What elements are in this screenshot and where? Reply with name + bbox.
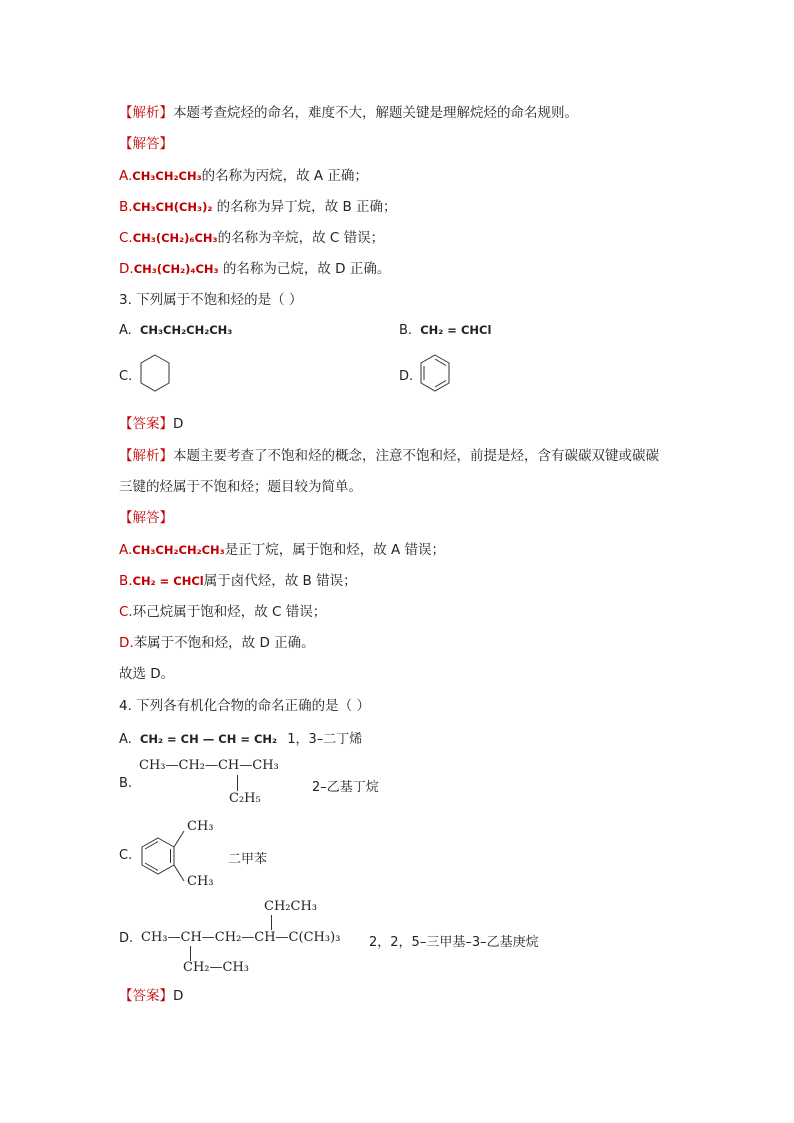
option-formula: CH₃CH₂CH₂CH₃ [139, 323, 233, 337]
q2-solution-b [119, 198, 397, 216]
analysis-tag: 【解析】 [119, 448, 173, 464]
q4-stem: 4. 下列各有机化合物的命名正确的是（ ） [119, 698, 370, 714]
solution-prefix: D. [119, 261, 134, 277]
q3-analysis-line1 [119, 447, 659, 465]
answer-tag: 【答案】 [119, 416, 173, 432]
q4-d-main-chain: CH₃—CH—CH₂—CH—C(CH₃)₃ [141, 930, 341, 945]
benzene-icon [418, 353, 452, 393]
solution-prefix: B. [119, 573, 133, 589]
solution-text: 苯属于不饱和烃，故 D 正确。 [133, 635, 315, 651]
q2-analysis [119, 104, 578, 122]
solution-prefix: B. [119, 199, 133, 215]
answer-value: D [173, 988, 184, 1004]
solution-text: 的名称为异丁烷，故 B 正确； [212, 199, 397, 215]
q2-answer-tag: 【解答】 [119, 136, 173, 152]
q3-conclusion: 故选 D。 [119, 666, 175, 682]
q4-option-a [119, 728, 362, 747]
cyclohexane-icon [138, 353, 172, 393]
q4-option-d-label: D. [119, 931, 134, 946]
q3-answer-tag: 【解答】 [119, 510, 173, 526]
solution-prefix: C. [119, 604, 133, 620]
q2-solution-c [119, 229, 384, 247]
q4-d-top-branch: CH₂CH₃ [264, 899, 317, 914]
option-formula: CH₂ = CHCl [420, 323, 492, 337]
q4-b-main-chain: CH₃—CH₂—CH—CH₃ [139, 758, 279, 773]
solution-text: 是正丁烷，属于饱和烃，故 A 错误； [224, 542, 446, 558]
q4-b-branch: C₂H₅ [229, 791, 261, 806]
solution-formula: CH₃(CH₂)₆CH₃ [132, 231, 218, 245]
q3-analysis-line2: 三键的烃属于不饱和烃；题目较为简单。 [119, 479, 362, 495]
q4-c-top-methyl: CH₃ [187, 819, 214, 834]
q3-option-b [399, 323, 491, 338]
solution-text: 的名称为辛烷，故 C 错误； [217, 230, 385, 246]
solution-text: 的名称为己烷，故 D 正确。 [218, 261, 391, 277]
q4-option-b-label: B. [119, 776, 133, 791]
analysis-tag: 【解析】 [119, 105, 173, 121]
q4-c-name: 二甲苯 [228, 852, 268, 867]
bond-line [271, 915, 272, 930]
solution-prefix: A. [119, 168, 133, 184]
solution-text: 环己烷属于饱和烃，故 C 错误； [132, 604, 327, 620]
bond-line [237, 775, 238, 791]
bond-line [190, 946, 191, 961]
solution-formula: CH₂ = CHCl [132, 574, 204, 588]
q3-solution-b [119, 572, 357, 590]
solution-formula: CH₃CH(CH₃)₂ [132, 200, 213, 214]
q4-c-bottom-methyl: CH₃ [187, 874, 214, 889]
option-label: A. [119, 323, 132, 338]
analysis-text: 本题主要考查了不饱和烃的概念，注意不饱和烃，前提是烃，含有碳碳双键或碳碳 [173, 448, 659, 464]
q4-answer [119, 987, 183, 1005]
q3-answer [119, 415, 183, 433]
q4-d-name: 2，2，5–三甲基–3–乙基庚烷 [369, 935, 539, 950]
q2-solution-d [119, 260, 390, 278]
option-label: B. [399, 323, 413, 338]
option-label: A. [119, 732, 132, 747]
analysis-text: 本题考查烷烃的命名，难度不大，解题关键是理解烷烃的命名规则。 [173, 105, 578, 121]
q3-solution-d [119, 634, 315, 652]
q3-stem: 3. 下列属于不饱和烃的是（ ） [119, 292, 303, 308]
q3-option-d-label: D. [399, 369, 414, 384]
q2-solution-a [119, 167, 368, 185]
solution-text: 属于卤代烃，故 B 错误； [203, 573, 357, 589]
solution-prefix: A. [119, 542, 133, 558]
solution-formula: CH₃(CH₂)₄CH₃ [133, 262, 219, 276]
q3-solution-c [119, 603, 326, 621]
solution-prefix: C. [119, 230, 133, 246]
answer-tag: 【答案】 [119, 988, 173, 1004]
q3-option-a [119, 323, 232, 338]
solution-formula: CH₃CH₂CH₃ [132, 169, 202, 183]
answer-value: D [173, 416, 184, 432]
solution-prefix: D. [119, 635, 134, 651]
q4-b-name: 2–乙基丁烷 [312, 780, 379, 795]
solution-text: 的名称为丙烷，故 A 正确； [201, 168, 368, 184]
q4-d-bottom-branch: CH₂—CH₃ [183, 960, 249, 975]
q4-option-c-label: C. [119, 848, 133, 863]
solution-formula: CH₃CH₂CH₂CH₃ [132, 543, 225, 557]
option-name: 1，3–二丁烯 [287, 732, 363, 747]
q3-option-c-label: C. [119, 369, 133, 384]
q3-solution-a [119, 541, 445, 559]
option-formula: CH₂ = CH — CH = CH₂ [139, 732, 278, 746]
